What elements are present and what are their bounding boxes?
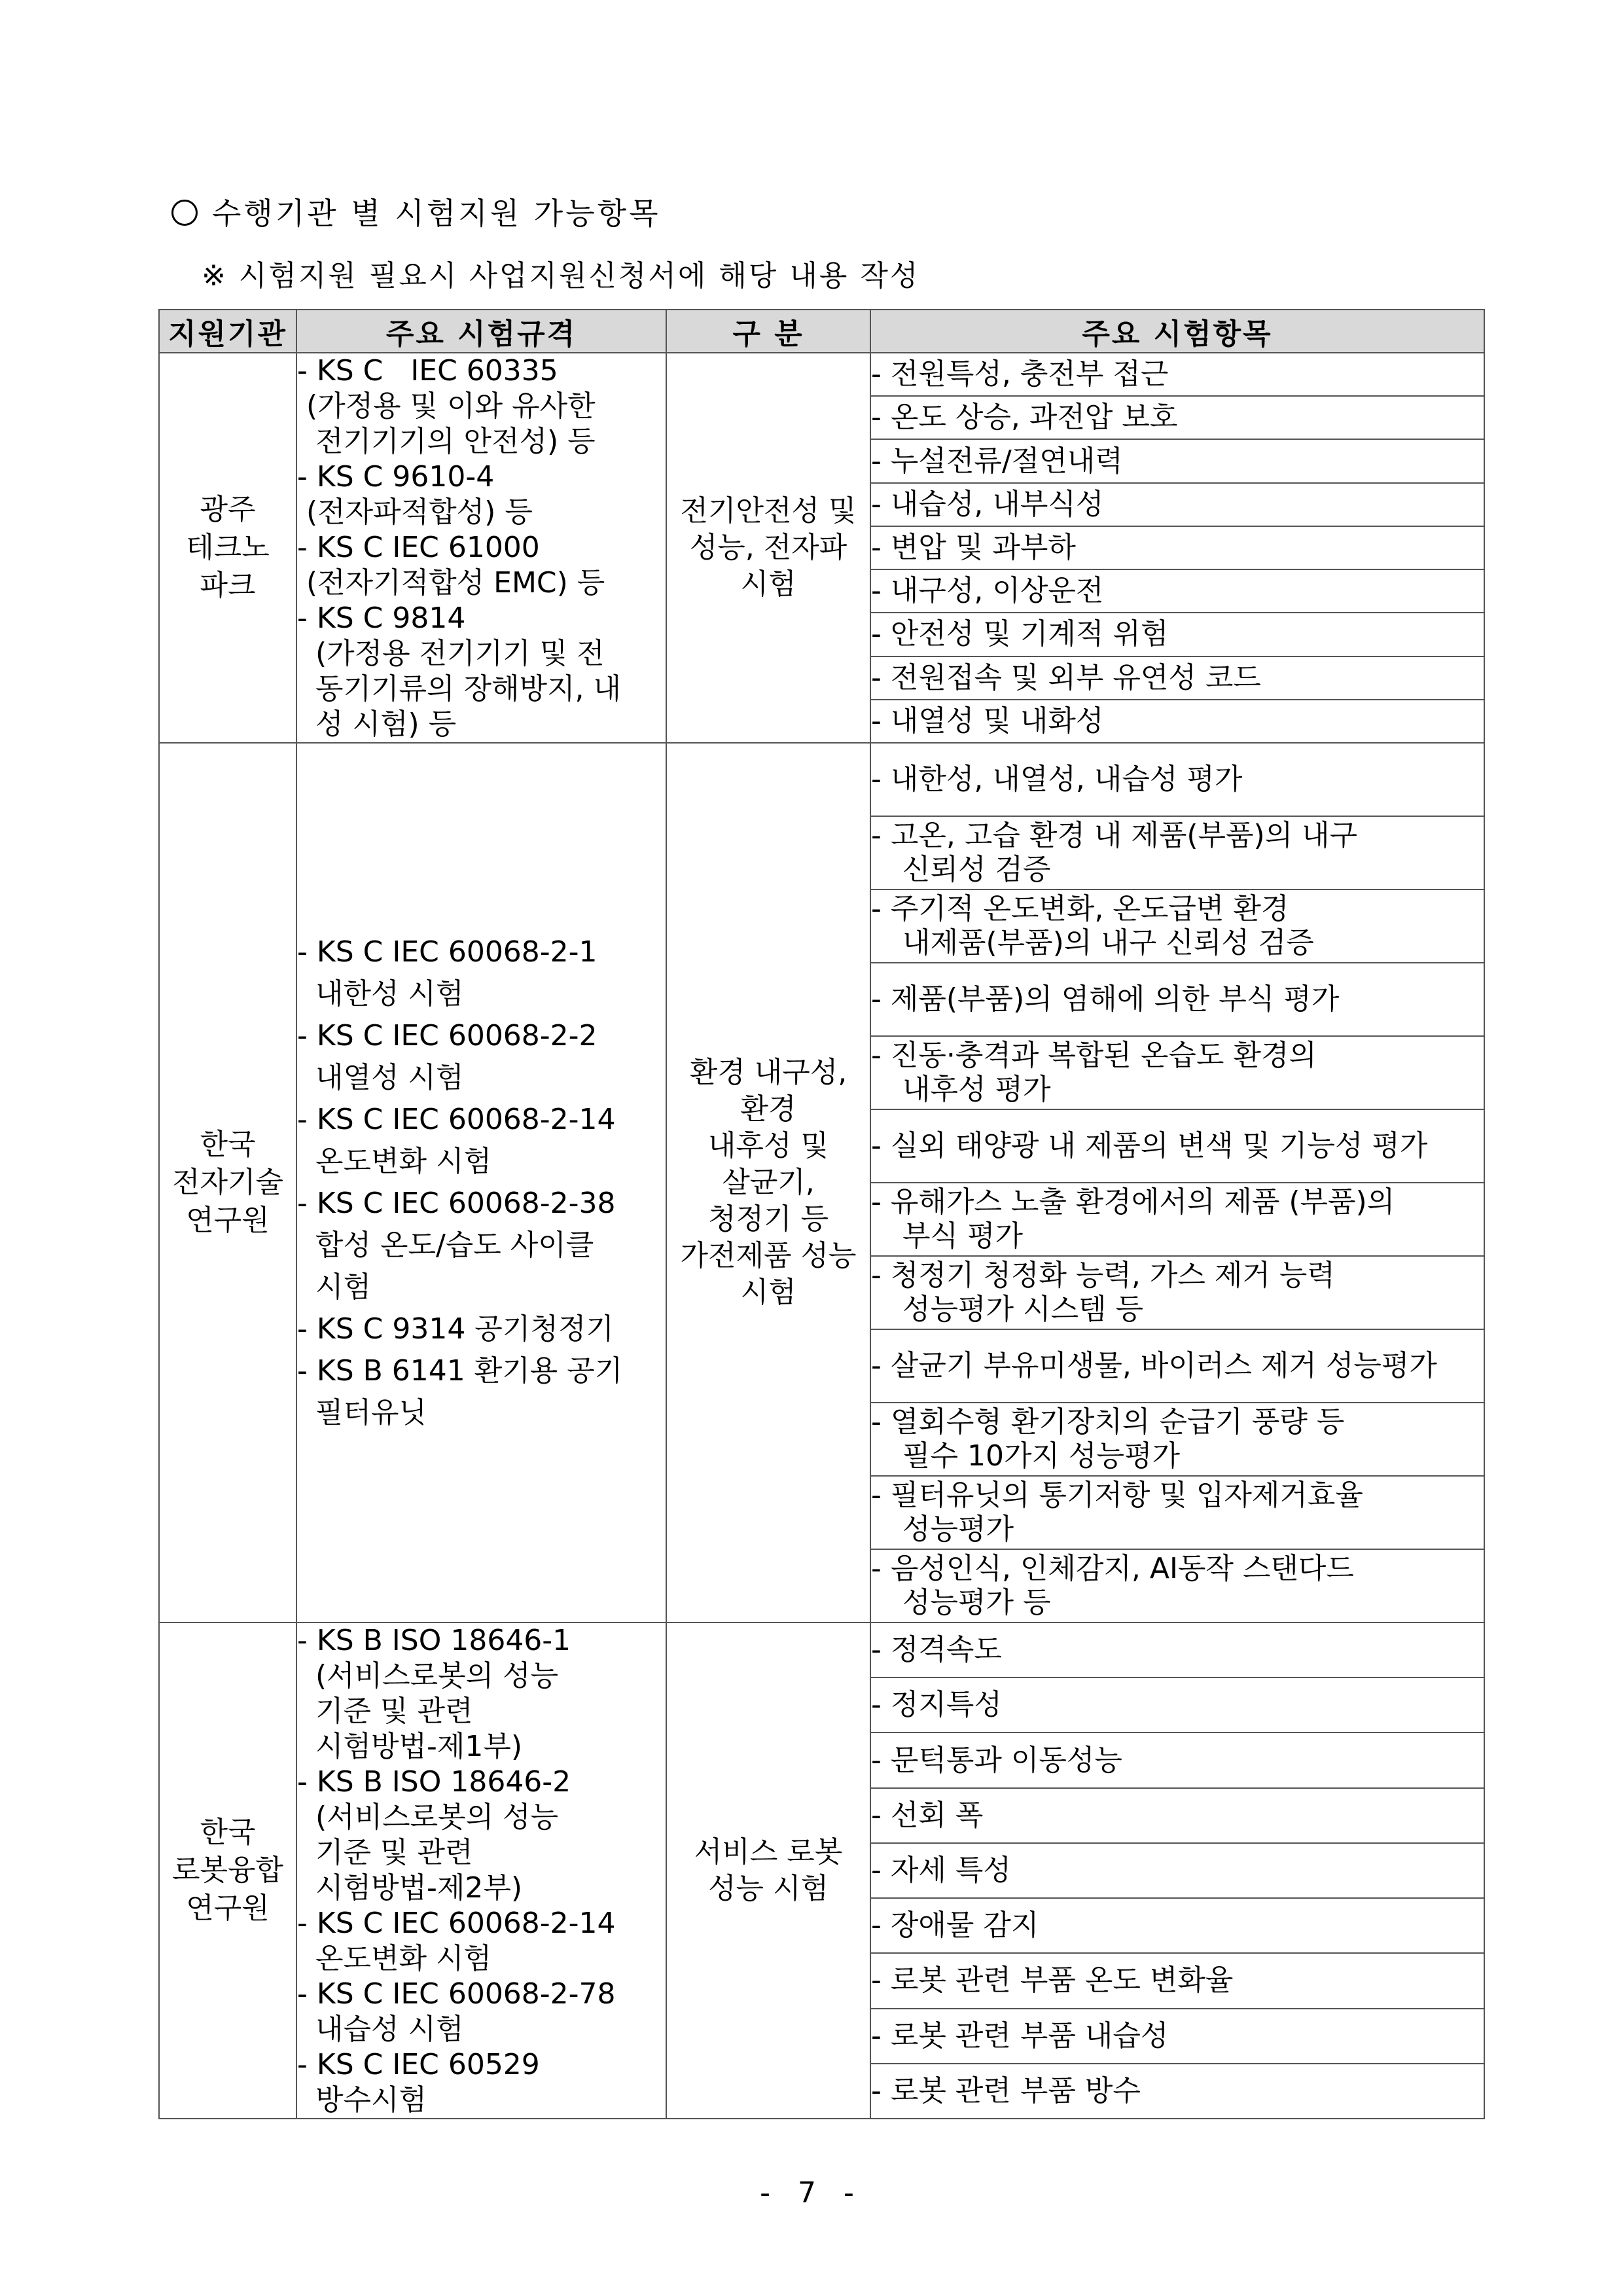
standard-line: 내한성 시험 bbox=[297, 977, 464, 1011]
test-item-line: 부식 평가 bbox=[902, 1219, 1024, 1253]
header-org: 지원기관 bbox=[159, 310, 296, 353]
category-line: 환경 내구성, bbox=[689, 1056, 847, 1089]
test-item-cell bbox=[870, 889, 1484, 963]
org-line: 로봇융합 bbox=[171, 1854, 283, 1887]
test-support-table bbox=[158, 309, 1485, 2119]
test-item-cell bbox=[870, 1623, 1484, 1677]
test-item-line: - 제품(부품)의 염해에 의한 부식 평가 bbox=[871, 982, 1340, 1016]
test-item-line: - 음성인식, 인체감지, AI동작 스탠다드 bbox=[871, 1552, 1354, 1585]
standard-line: - KS C IEC 60068-2-14 bbox=[297, 1907, 616, 1940]
category-line: 전기안전성 및 bbox=[680, 494, 857, 528]
standard-line: - KS C IEC 60068-2-38 bbox=[297, 1187, 616, 1220]
test-item-line: - 내열성 및 내화성 bbox=[871, 704, 1104, 738]
test-item-line: - 로봇 관련 부품 내습성 bbox=[871, 2018, 1169, 2053]
test-item-cell bbox=[870, 2009, 1484, 2064]
category-cell bbox=[666, 1623, 870, 2119]
standard-line: 방수시험 bbox=[297, 2083, 427, 2117]
org-cell bbox=[159, 743, 296, 1623]
test-item-cell bbox=[870, 569, 1484, 613]
standard-line: 성 시험) 등 bbox=[297, 708, 457, 741]
test-item-line: 필수 10가지 성능평가 bbox=[902, 1439, 1180, 1473]
test-item-cell bbox=[870, 743, 1484, 816]
category-line: 청정기 등 bbox=[707, 1202, 829, 1236]
test-item-cell bbox=[870, 439, 1484, 482]
test-item-cell bbox=[870, 700, 1484, 743]
test-item-line: 성능평가 등 bbox=[902, 1586, 1051, 1619]
standard-line: 내습성 시험 bbox=[297, 2013, 464, 2046]
standard-line: - KS C IEC 60068-2-2 bbox=[297, 1019, 597, 1052]
test-item-cell bbox=[870, 1898, 1484, 1953]
org-line: 연구원 bbox=[186, 1892, 270, 1925]
table-row bbox=[159, 353, 1484, 396]
org-cell bbox=[159, 353, 296, 743]
header-items: 주요 시험항목 bbox=[870, 310, 1484, 353]
standard-line: - KS C IEC 60068-2-1 bbox=[297, 935, 597, 969]
category-line: 성능 시험 bbox=[707, 1872, 829, 1905]
standard-line: (서비스로봇의 성능 bbox=[297, 1801, 559, 1834]
test-item-line: - 누설전류/절연내력 bbox=[871, 444, 1123, 478]
test-item-line: - 자세 특성 bbox=[871, 1853, 1011, 1887]
test-item-cell bbox=[870, 1256, 1484, 1329]
test-item-cell bbox=[870, 1549, 1484, 1623]
standard-line: - KS B ISO 18646-2 bbox=[297, 1765, 571, 1799]
test-item-cell bbox=[870, 1953, 1484, 2008]
test-item-cell bbox=[870, 1732, 1484, 1787]
header-category: 구 분 bbox=[666, 310, 870, 353]
test-item-cell bbox=[870, 2064, 1484, 2119]
standard-line: 기준 및 관련 bbox=[297, 1836, 473, 1869]
test-item-line: - 내습성, 내부식성 bbox=[871, 487, 1104, 521]
standard-line: - KS C IEC 60529 bbox=[297, 2048, 540, 2081]
org-line: 광주 bbox=[200, 493, 256, 526]
test-item-cell bbox=[870, 1036, 1484, 1109]
category-cell bbox=[666, 353, 870, 743]
standard-line: - KS C 9814 bbox=[297, 601, 466, 635]
test-item-line: 성능평가 bbox=[902, 1513, 1014, 1546]
test-item-cell bbox=[870, 353, 1484, 396]
test-item-line: 신뢰성 검증 bbox=[902, 853, 1051, 886]
standards-cell bbox=[296, 1623, 666, 2119]
circle-bullet-icon bbox=[171, 200, 198, 226]
test-item-line: - 열회수형 환기장치의 순급기 풍량 등 bbox=[871, 1405, 1345, 1439]
standard-line: - KS C IEC 60068-2-14 bbox=[297, 1103, 616, 1136]
org-line: 테크노 bbox=[186, 531, 270, 564]
org-line: 전자기술 bbox=[171, 1166, 283, 1199]
standard-line: 전기기기의 안전성) 등 bbox=[297, 425, 596, 458]
page-number: - 7 - bbox=[760, 2176, 863, 2210]
test-item-line: - 로봇 관련 부품 온도 변화율 bbox=[871, 1964, 1234, 1998]
test-item-cell bbox=[870, 816, 1484, 889]
standard-line: (가정용 전기기기 및 전 bbox=[297, 637, 605, 670]
test-item-cell bbox=[870, 656, 1484, 700]
test-item-line: - 필터유닛의 통기저항 및 입자제거효율 bbox=[871, 1479, 1363, 1512]
test-item-cell bbox=[870, 1677, 1484, 1732]
org-line: 한국 bbox=[200, 1816, 256, 1849]
test-item-cell bbox=[870, 963, 1484, 1036]
org-line: 연구원 bbox=[186, 1204, 270, 1237]
standard-line: - KS C IEC 60335 bbox=[297, 354, 558, 387]
standards-cell bbox=[296, 353, 666, 743]
standard-line: 내열성 시험 bbox=[297, 1061, 464, 1094]
test-item-cell bbox=[870, 526, 1484, 569]
header-standards: 주요 시험규격 bbox=[296, 310, 666, 353]
standard-line: 필터유닛 bbox=[297, 1396, 427, 1429]
test-item-line: - 실외 태양광 내 제품의 변색 및 기능성 평가 bbox=[871, 1129, 1428, 1162]
standard-line: 합성 온도/습도 사이클 bbox=[297, 1229, 594, 1262]
section-note: ※ 시험지원 필요시 사업지원신청서에 해당 내용 작성 bbox=[202, 259, 920, 293]
test-item-line: - 장애물 감지 bbox=[871, 1909, 1039, 1943]
category-line: 살균기, bbox=[722, 1166, 815, 1199]
category-line: 시험 bbox=[740, 567, 796, 601]
category-line: 시험 bbox=[740, 1276, 796, 1309]
standard-line: - KS C IEC 60068-2-78 bbox=[297, 1977, 616, 2011]
category-line: 환경 bbox=[740, 1092, 796, 1126]
test-item-line: - 살균기 부유미생물, 바이러스 제거 성능평가 bbox=[871, 1349, 1437, 1382]
test-item-cell bbox=[870, 1403, 1484, 1476]
test-item-line: - 내한성, 내열성, 내습성 평가 bbox=[871, 762, 1243, 796]
test-item-line: - 선회 폭 bbox=[871, 1798, 984, 1832]
org-line: 파크 bbox=[200, 569, 256, 602]
standard-line: 동기기류의 장해방지, 내 bbox=[297, 672, 621, 706]
test-item-cell bbox=[870, 1843, 1484, 1898]
org-line: 한국 bbox=[200, 1128, 256, 1161]
test-item-line: - 온도 상승, 과전압 보호 bbox=[871, 401, 1178, 435]
standard-line: - KS C 9610-4 bbox=[297, 460, 495, 493]
test-item-line: - 정지특성 bbox=[871, 1688, 1002, 1722]
test-item-cell bbox=[870, 483, 1484, 526]
test-item-line: - 안전성 및 기계적 위험 bbox=[871, 617, 1169, 651]
section-heading bbox=[171, 190, 661, 233]
standard-line: 시험 bbox=[297, 1270, 371, 1304]
table-row bbox=[159, 1623, 1484, 1677]
test-item-cell bbox=[870, 1788, 1484, 1843]
test-item-cell bbox=[870, 1329, 1484, 1403]
standard-line: 시험방법-제2부) bbox=[297, 1871, 523, 1905]
test-item-line: - 진동·충격과 복합된 온습도 환경의 bbox=[871, 1039, 1317, 1072]
category-cell bbox=[666, 743, 870, 1623]
test-item-line: - 유해가스 노출 환경에서의 제품 (부품)의 bbox=[871, 1185, 1395, 1219]
table-body bbox=[159, 353, 1484, 2119]
test-item-line: 성능평가 시스템 등 bbox=[902, 1293, 1144, 1326]
test-item-line: - 고온, 고습 환경 내 제품(부품)의 내구 bbox=[871, 819, 1358, 852]
test-item-line: 내제품(부품)의 내구 신뢰성 검증 bbox=[902, 926, 1314, 960]
table-header-row bbox=[159, 310, 1484, 353]
test-item-line: - 변압 및 과부하 bbox=[871, 530, 1076, 564]
test-item-cell bbox=[870, 396, 1484, 439]
standard-line: 기준 및 관련 bbox=[297, 1695, 473, 1728]
standard-line: 온도변화 시험 bbox=[297, 1942, 491, 1975]
test-item-line: - 청정기 청정화 능력, 가스 제거 능력 bbox=[871, 1259, 1335, 1292]
standard-line: - KS B 6141 환기용 공기 bbox=[297, 1354, 623, 1388]
test-item-line: - 내구성, 이상운전 bbox=[871, 574, 1104, 608]
test-item-line: - 로봇 관련 부품 방수 bbox=[871, 2073, 1141, 2108]
standard-line: 시험방법-제1부) bbox=[297, 1730, 523, 1763]
category-line: 가전제품 성능 bbox=[680, 1239, 857, 1272]
test-item-line: - 주기적 온도변화, 온도급변 환경 bbox=[871, 892, 1289, 925]
standard-line: 온도변화 시험 bbox=[297, 1145, 491, 1178]
test-item-line: - 문턱통과 이동성능 bbox=[871, 1743, 1122, 1777]
standard-line: (전자파적합성) 등 bbox=[297, 495, 533, 529]
test-item-cell bbox=[870, 1183, 1484, 1256]
section-heading-text: 수행기관 별 시험지원 가능항목 bbox=[212, 196, 661, 231]
standard-line: - KS C 9314 공기청정기 bbox=[297, 1312, 614, 1346]
test-item-cell bbox=[870, 613, 1484, 656]
test-item-cell bbox=[870, 1109, 1484, 1183]
test-item-line: - 전원특성, 충전부 접근 bbox=[871, 357, 1169, 391]
standards-cell bbox=[296, 743, 666, 1623]
test-item-line: 내후성 평가 bbox=[902, 1073, 1051, 1106]
org-cell bbox=[159, 1623, 296, 2119]
table-row bbox=[159, 743, 1484, 816]
test-item-line: - 전원접속 및 외부 유연성 코드 bbox=[871, 660, 1261, 694]
standard-line: (전자기적합성 EMC) 등 bbox=[297, 566, 605, 600]
standard-line: - KS B ISO 18646-1 bbox=[297, 1624, 571, 1657]
category-line: 내후성 및 bbox=[707, 1129, 829, 1162]
test-item-line: - 정격속도 bbox=[871, 1633, 1002, 1667]
category-line: 서비스 로봇 bbox=[694, 1835, 843, 1869]
standard-line: (서비스로봇의 성능 bbox=[297, 1659, 559, 1693]
standard-line: (가정용 및 이와 유사한 bbox=[297, 389, 596, 423]
standard-line: - KS C IEC 61000 bbox=[297, 531, 540, 564]
test-item-cell bbox=[870, 1476, 1484, 1549]
category-line: 성능, 전자파 bbox=[689, 531, 847, 564]
